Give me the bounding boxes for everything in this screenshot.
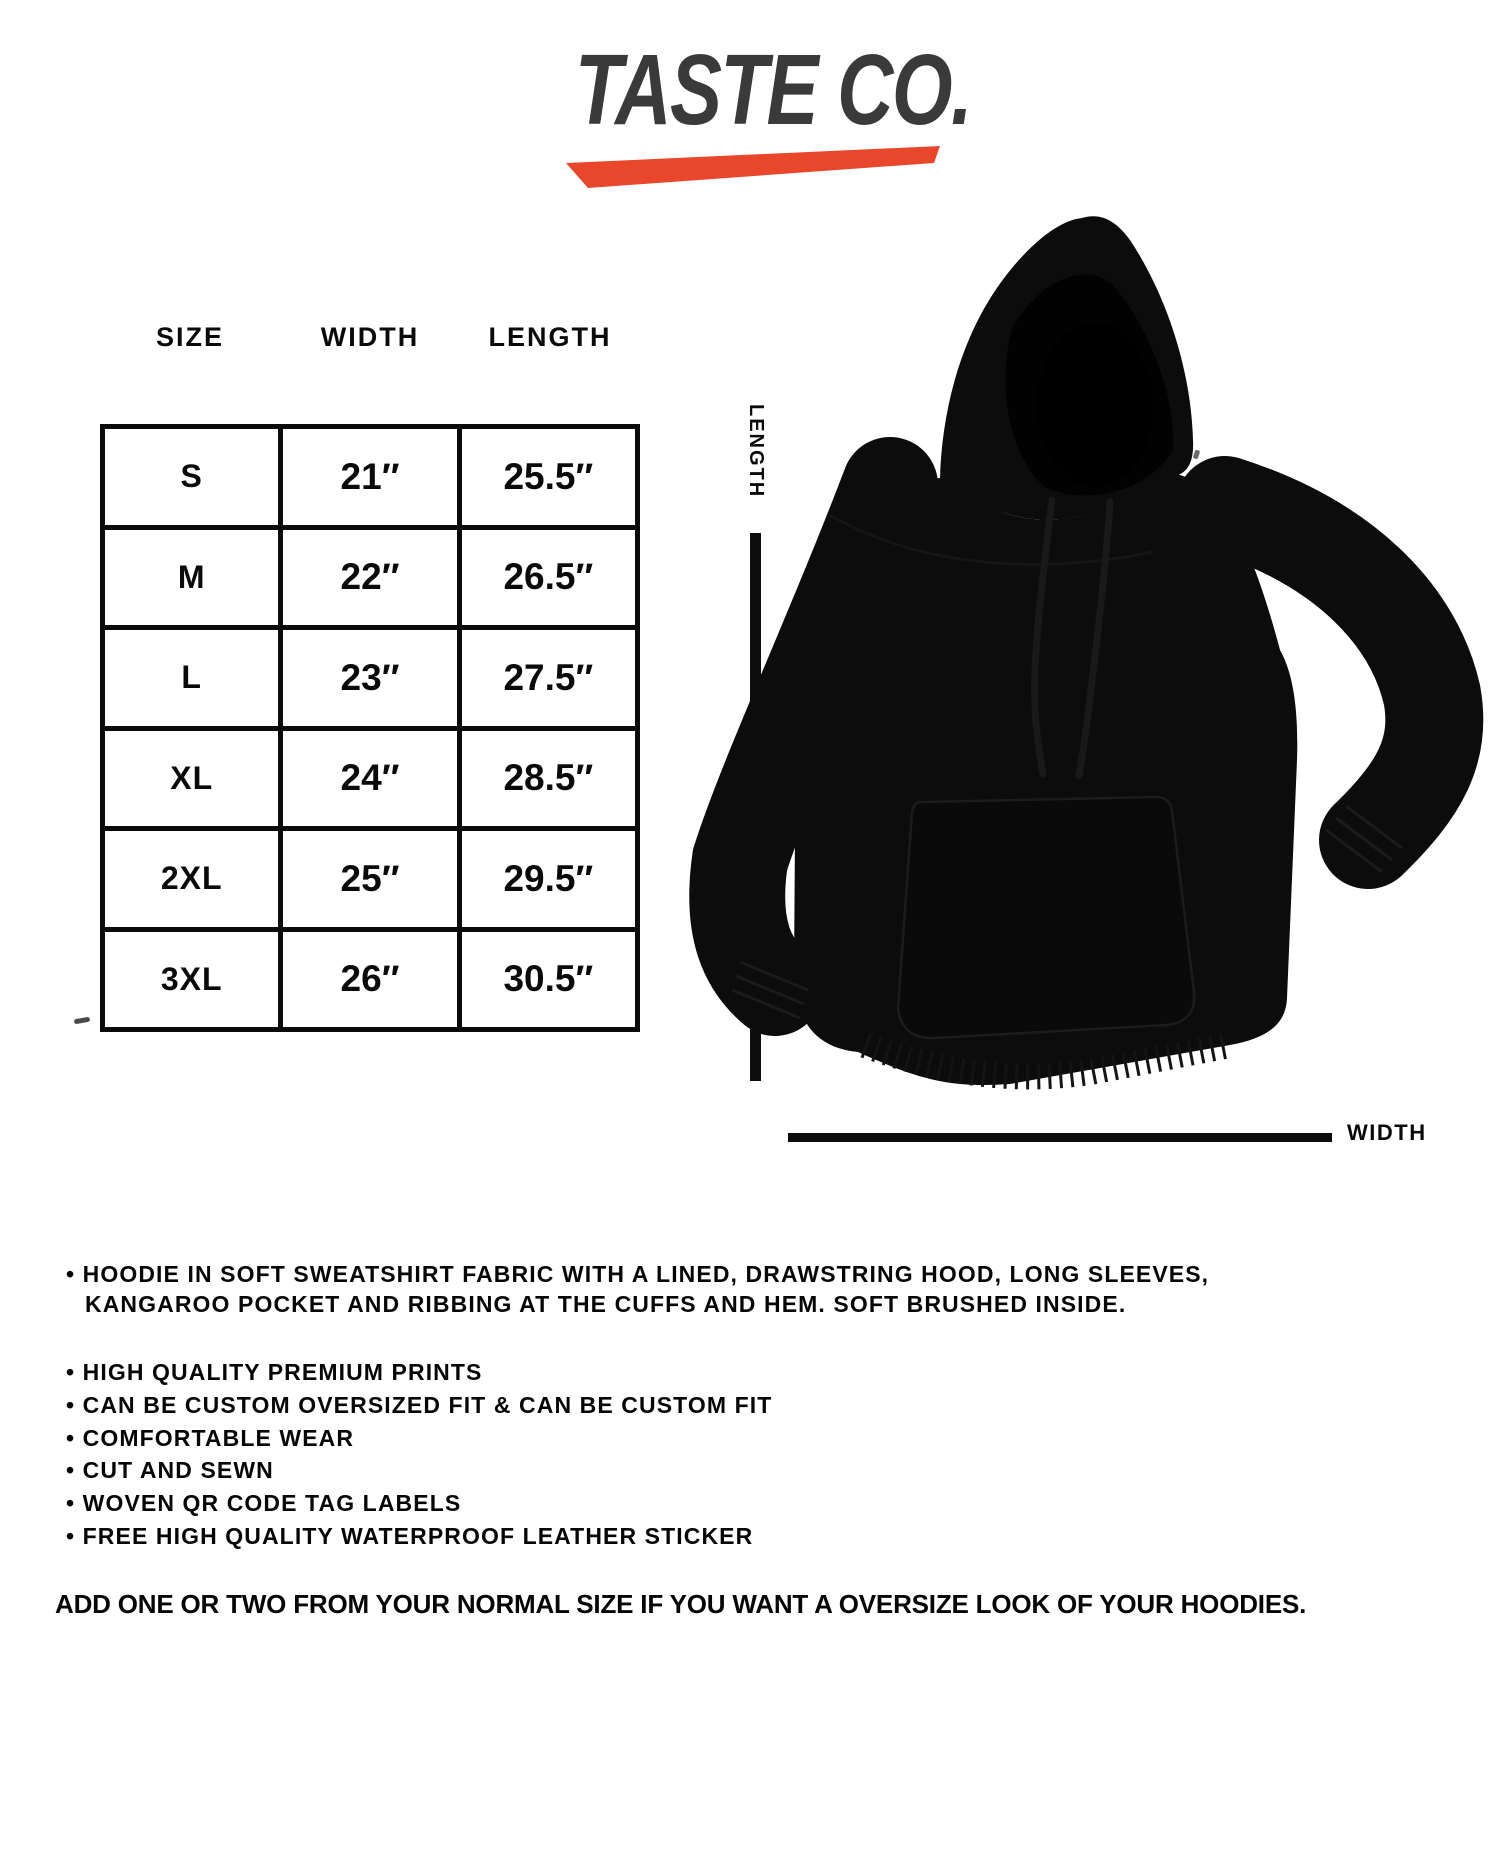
size-cell: 3XL <box>103 929 281 1030</box>
column-header-size: SIZE <box>155 322 224 352</box>
table-row <box>103 829 638 930</box>
feature-bullet: • HIGH QUALITY PREMIUM PRINTS <box>66 1359 483 1385</box>
feature-bullet: • COMFORTABLE WEAR <box>66 1424 355 1451</box>
length-cell: 30.5″ <box>459 929 637 1030</box>
width-cell: 25″ <box>281 829 459 930</box>
width-cell: 21″ <box>281 427 459 528</box>
length-cell: 25.5″ <box>459 427 637 528</box>
description-intro-line-1: • HOODIE IN SOFT SWEATSHIRT FABRIC WITH A LINED, DRAWSTRING HOOD, LONG SLEEVES, <box>66 1261 1210 1287</box>
oversize-sizing-note: ADD ONE OR TWO FROM YOUR NORMAL SIZE IF YOU WANT A OVERSIZE LOOK OF YOUR HOODIES. <box>55 1589 1307 1619</box>
brand-logo-text: TASTE CO. <box>574 34 972 146</box>
width-cell: 26″ <box>281 929 459 1030</box>
width-cell: 23″ <box>281 628 459 729</box>
table-row <box>103 929 638 1030</box>
width-dimension-line <box>788 1133 1332 1142</box>
kangaroo-pocket <box>898 797 1194 1038</box>
width-cell: 24″ <box>281 728 459 829</box>
feature-bullet: • CUT AND SEWN <box>66 1457 274 1484</box>
column-header-width: WIDTH <box>320 322 420 352</box>
width-cell: 22″ <box>281 527 459 628</box>
size-cell: L <box>103 628 281 729</box>
hood-interior-shadow <box>1037 323 1153 487</box>
length-cell: 26.5″ <box>459 527 637 628</box>
length-dimension-label: LENGTH <box>745 404 767 499</box>
size-chart-table <box>100 424 640 1032</box>
feature-bullet: • CAN BE CUSTOM OVERSIZED FIT & CAN BE CUSTOM FIT <box>66 1391 773 1418</box>
feature-bullet: • WOVEN QR CODE TAG LABELS <box>66 1490 462 1517</box>
table-row <box>103 628 638 729</box>
length-cell: 27.5″ <box>459 628 637 729</box>
column-header-length: LENGTH <box>488 322 612 352</box>
length-cell: 28.5″ <box>459 728 637 829</box>
size-cell: S <box>103 427 281 528</box>
size-cell: 2XL <box>103 829 281 930</box>
hoodie-product-image <box>590 200 1490 1090</box>
feature-bullet: • FREE HIGH QUALITY WATERPROOF LEATHER STICKER <box>66 1522 754 1549</box>
photo-artifact-speck <box>74 1017 91 1025</box>
swoosh-shape <box>566 146 940 188</box>
feature-bullet-list <box>66 1356 772 1553</box>
table-row <box>103 728 638 829</box>
width-dimension-label: WIDTH <box>1347 1120 1427 1145</box>
size-cell: XL <box>103 728 281 829</box>
size-cell: M <box>103 527 281 628</box>
table-row <box>103 427 638 528</box>
brand-logo-underline-swoosh <box>566 146 942 188</box>
table-row <box>103 527 638 628</box>
description-intro-line-2: KANGAROO POCKET AND RIBBING AT THE CUFFS AND HEM. SOFT BRUSHED INSIDE. <box>85 1291 1127 1317</box>
length-cell: 29.5″ <box>459 829 637 930</box>
